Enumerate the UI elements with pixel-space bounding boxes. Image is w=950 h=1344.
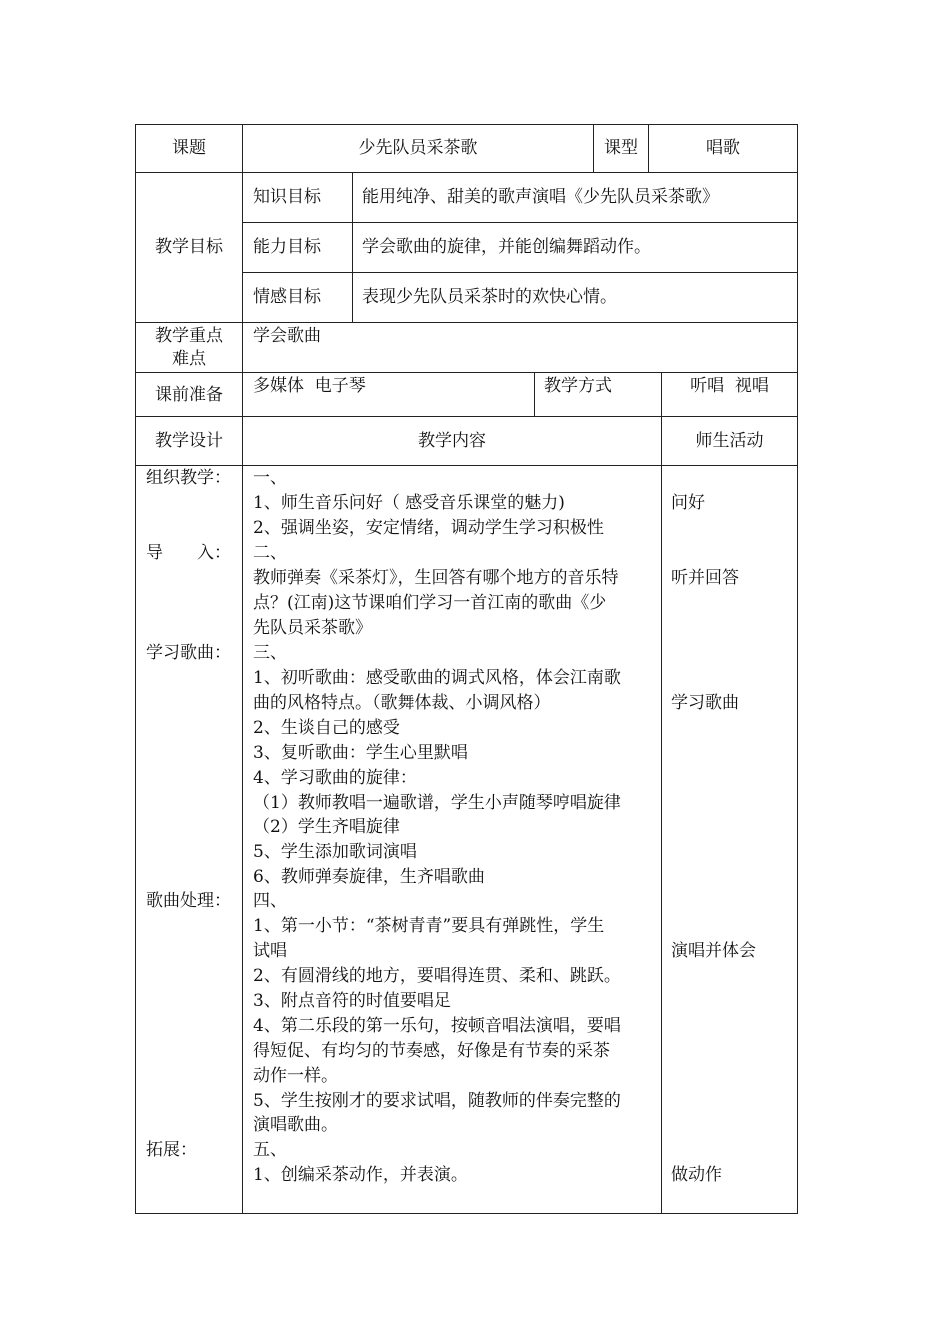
content-line: 演唱歌曲。 [253, 1115, 338, 1135]
content-line: 5、学生添加歌词演唱 [253, 842, 417, 862]
table-border [242, 222, 798, 223]
table-border [135, 416, 798, 417]
content-line: 4、第二乐段的第一乐句，按顿音唱法演唱，要唱 [253, 1016, 621, 1036]
prep-label: 课前准备 [155, 385, 223, 405]
activity-item: 学习歌曲 [671, 693, 739, 713]
table-border [135, 124, 136, 1214]
section-label: 导 入： [146, 543, 231, 563]
content-line: 四、 [253, 891, 287, 911]
type-label: 课型 [604, 138, 638, 158]
table-border [661, 372, 662, 1214]
activity-header: 师生活动 [695, 431, 764, 451]
objectives-label: 教学目标 [155, 237, 223, 257]
content-line: 1、创编采茶动作，并表演。 [253, 1165, 468, 1185]
objective-label: 能力目标 [253, 237, 321, 257]
table-border [534, 372, 535, 416]
content-line: 3、附点音符的时值要唱足 [253, 991, 451, 1011]
section-label: 组织教学： [146, 468, 231, 488]
content-line: 点？(江南)这节课咱们学习一首江南的歌曲《少 [253, 593, 607, 613]
content-line: （1）教师教唱一遍歌谱，学生小声随琴哼唱旋律 [253, 793, 621, 813]
content-line: 1、初听歌曲：感受歌曲的调式风格，体会江南歌 [253, 668, 621, 688]
section-label: 拓展： [146, 1140, 197, 1160]
objective-label: 情感目标 [253, 287, 321, 307]
table-border [135, 322, 798, 323]
content-line: 教师弹奏《采茶灯》，生回答有哪个地方的音乐特 [253, 568, 619, 588]
objective-text: 能用纯净、甜美的歌声演唱《少先队员采茶歌》 [362, 187, 719, 207]
activity-item: 演唱并体会 [671, 941, 756, 961]
content-line: 试唱 [253, 941, 287, 961]
table-border [797, 124, 798, 1214]
activity-item: 做动作 [671, 1165, 722, 1185]
content-line: 4、学习歌曲的旋律： [253, 768, 417, 788]
content-line: （2）学生齐唱旋律 [253, 817, 400, 837]
design-label: 教学设计 [155, 431, 223, 451]
table-border [135, 124, 798, 125]
section-label: 歌曲处理： [146, 891, 231, 911]
content-line: 五、 [253, 1140, 287, 1160]
content-line: 6、教师弹奏旋律，生齐唱歌曲 [253, 867, 485, 887]
content-line: 一、 [253, 468, 287, 488]
table-border [135, 372, 798, 373]
table-border [352, 172, 353, 322]
table-border [242, 272, 798, 273]
method-label: 教学方式 [544, 376, 612, 396]
content-line: 得短促、有均匀的节奏感，好像是有节奏的采茶 [253, 1041, 610, 1061]
objective-text: 表现少先队员采茶时的欢快心情。 [362, 287, 617, 307]
content-line: 2、有圆滑线的地方，要唱得连贯、柔和、跳跃。 [253, 966, 621, 986]
topic-label: 课题 [172, 138, 206, 158]
method-value: 听唱 视唱 [690, 376, 769, 396]
content-line: 动作一样。 [253, 1066, 338, 1086]
key-points-value: 学会歌曲 [253, 326, 321, 346]
content-line: 三、 [253, 643, 287, 663]
content-line: 2、生谈自己的感受 [253, 718, 400, 738]
content-line: 1、师生音乐问好（ 感受音乐课堂的魅力) [253, 493, 565, 513]
content-header: 教学内容 [418, 431, 486, 451]
content-line: 5、学生按刚才的要求试唱，随教师的伴奏完整的 [253, 1091, 621, 1111]
objective-text: 学会歌曲的旋律，并能创编舞蹈动作。 [362, 237, 651, 257]
section-label: 学习歌曲： [146, 643, 231, 663]
content-line: 曲的风格特点。（歌舞体裁、小调风格） [253, 693, 551, 713]
table-border [242, 124, 243, 1214]
objective-label: 知识目标 [253, 187, 321, 207]
activity-item: 问好 [671, 493, 705, 513]
activity-item: 听并回答 [671, 568, 739, 588]
table-border [135, 1213, 798, 1214]
table-border [135, 465, 798, 466]
content-line: 二、 [253, 543, 287, 563]
key-points-label: 教学重点 [155, 326, 223, 346]
type-value: 唱歌 [706, 138, 740, 158]
key-points-label: 难点 [172, 349, 206, 369]
content-line: 先队员采茶歌》 [253, 618, 372, 638]
content-line: 2、强调坐姿，安定情绪，调动学生学习积极性 [253, 518, 604, 538]
topic-value: 少先队员采茶歌 [358, 138, 478, 158]
table-border [135, 172, 798, 173]
content-line: 3、复听歌曲：学生心里默唱 [253, 743, 468, 763]
content-line: 1、第一小节：“茶树青青”要具有弹跳性，学生 [253, 916, 605, 936]
prep-value: 多媒体 电子琴 [253, 376, 366, 396]
